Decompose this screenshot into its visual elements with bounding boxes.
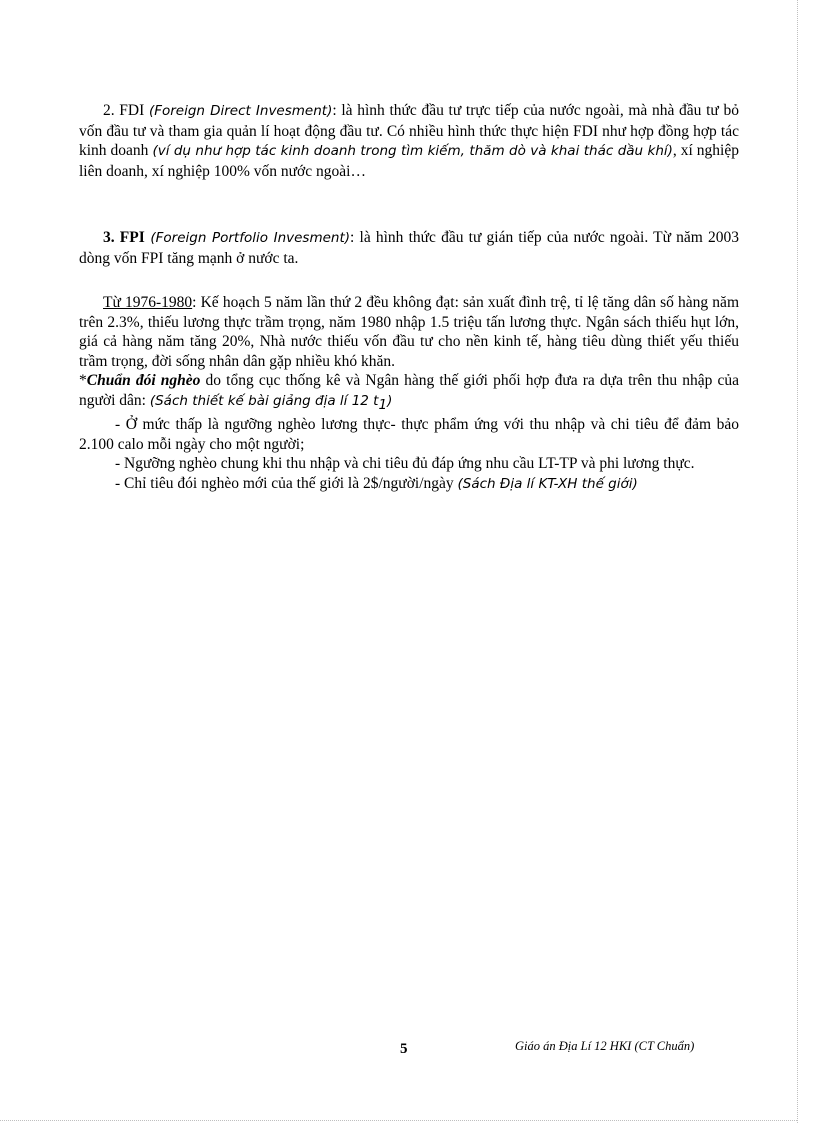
page-number: 5 [400,1041,408,1057]
poverty-source-end: ) [387,392,393,409]
page-edge-bottom [0,1120,797,1121]
poverty-item-2: - Ngưỡng nghèo chung khi thu nhập và chi tiêu đủ đáp ứng nhu cầu LT-TP và phi lương thực. [115,455,695,473]
period-label: Từ 1976-1980 [103,294,193,311]
fdi-paragraph [79,101,739,181]
fdi-definition-end: , xí nghiệp liên doanh, xí nghiệp 100% vốn nước ngoài… [79,142,739,180]
poverty-item-3-source: (Sách Địa lí KT-XH thế giới) [457,475,638,492]
poverty-source: (Sách thiết kế bài giảng địa lí 12 t [149,392,379,409]
poverty-source-sub: 1 [378,396,388,413]
fdi-definition: : là hình thức đầu tư trực tiếp của nước ngoài, mà nhà đầu tư bỏ vốn đầu tư và tham gia quản lí hoạt động đầu tư. Có nhiều hình thức thực hiện FDI như hợp đồng hợp tác kinh doanh [79,102,739,159]
fdi-term: (Foreign Direct Invesment) [148,103,333,119]
fpi-number: 3. FPI [103,229,145,246]
fpi-term: (Foreign Portfolio Invesment) [144,230,351,246]
poverty-term: Chuẩn đói nghèo [86,372,201,389]
period-text: : Kế hoạch 5 năm lần thứ 2 đều không đạt: sản xuất đình trệ, tỉ lệ tăng dân số hàng năm trên 2.3%, thiếu lương thực trầm trọng, năm 1980 nhập 1.5 triệu tấn lương thực. Ngân sách thiếu hụt lớn, giá cả hàng năm tăng 20%, Nhà nước thiếu vốn đầu tư cho nền kinh tế, hàng tiêu dùng thiết yếu thiếu trầm trọng, đời sống nhân dân gặp nhiều khó khăn. [79,294,739,370]
fdi-number: 2. FDI [103,102,149,119]
footer-note: Giáo án Địa Lí 12 HKI (CT Chuẩn) [515,1039,695,1053]
fpi-definition: : là hình thức đầu tư gián tiếp của nước ngoài. Từ năm 2003 dòng vốn FPI tăng mạnh ở nước ta. [79,229,740,267]
poverty-item-3: - Chỉ tiêu đói nghèo mới của thế giới là 2$/người/ngày [115,474,458,492]
poverty-star: * [79,372,87,389]
page-edge-right [797,0,798,1123]
poverty-item-1: - Ở mức thấp là ngưỡng nghèo lương thực- thực phẩm ứng với thu nhập và chi tiêu để đảm bảo 2.100 calo mỗi ngày cho một người; [79,416,739,453]
poverty-text: do tổng cục thống kê và Ngân hàng thế giới phối hợp đưa ra dựa trên thu nhập của người dân: [79,372,739,409]
fpi-paragraph [79,228,739,268]
notes-section [79,293,739,494]
fdi-example: (ví dụ như hợp tác kinh doanh trong tìm kiếm, thăm dò và khai thác dầu khí) [152,143,673,159]
